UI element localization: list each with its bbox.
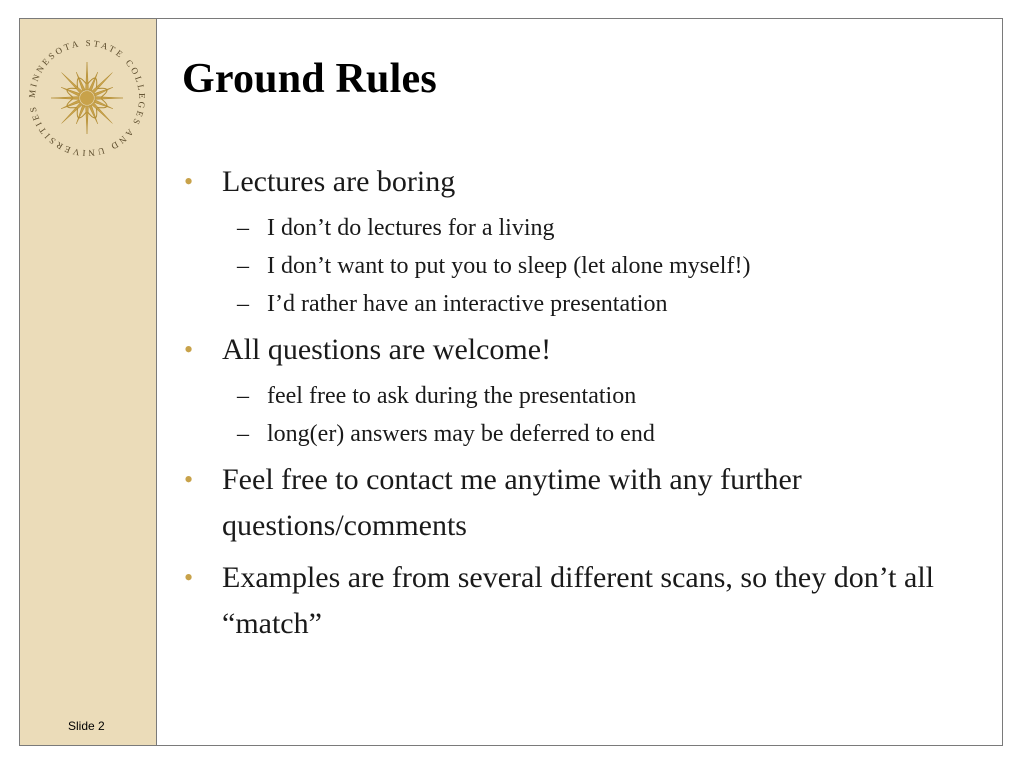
bullet-group [182, 457, 982, 549]
sub-bullet-text: I’d rather have an interactive presentation [267, 291, 668, 317]
seal-ray [92, 73, 113, 94]
bullet-item [182, 555, 982, 647]
dash-icon: – [237, 215, 249, 241]
sub-bullet-text: I don’t want to put you to sleep (let alone myself!) [267, 253, 751, 279]
dash-icon: – [237, 291, 249, 317]
sub-bullet-item [182, 251, 982, 281]
bullet-group [182, 327, 982, 449]
bullet-text: Examples are from several different scans, so they don’t all “match” [222, 561, 934, 640]
bullet-group [182, 159, 982, 319]
seal-text: MINNESOTA STATE COLLEGES AND UNIVERSITIES [26, 37, 148, 159]
sub-bullet-item [182, 213, 982, 243]
bullet-group [182, 555, 982, 647]
bullet-item [182, 457, 982, 549]
seal-ray [51, 97, 79, 100]
bullet-dot-icon: • [184, 335, 194, 364]
slide-number: Slide 2 [68, 719, 105, 733]
minnesota-state-seal-icon [24, 35, 150, 161]
dash-icon: – [237, 383, 249, 409]
bullet-text: Feel free to contact me anytime with any further questions/comments [222, 463, 802, 542]
seal-ray [92, 103, 113, 124]
seal-ray [62, 73, 83, 94]
seal-ray [62, 103, 83, 124]
sub-bullet-text: long(er) answers may be deferred to end [267, 421, 655, 447]
sub-bullet-text: feel free to ask during the presentation [267, 383, 637, 409]
bullet-item [182, 159, 982, 205]
bullet-list [182, 159, 982, 653]
slide [19, 18, 1003, 746]
sub-bullet-item [182, 289, 982, 319]
bullet-item [182, 327, 982, 373]
seal-ray [86, 106, 89, 134]
seal-ray [86, 62, 89, 90]
sub-bullet-text: I don’t do lectures for a living [267, 215, 555, 241]
dash-icon: – [237, 421, 249, 447]
sidebar [20, 19, 157, 745]
bullet-dot-icon: • [184, 167, 194, 196]
dash-icon: – [237, 253, 249, 279]
bullet-text: All questions are welcome! [222, 333, 552, 366]
sub-bullet-item [182, 419, 982, 449]
bullet-dot-icon: • [184, 465, 194, 494]
bullet-text: Lectures are boring [222, 165, 456, 198]
seal-ray [95, 97, 123, 100]
bullet-dot-icon: • [184, 563, 194, 592]
sub-bullet-item [182, 381, 982, 411]
slide-title: Ground Rules [182, 56, 437, 102]
